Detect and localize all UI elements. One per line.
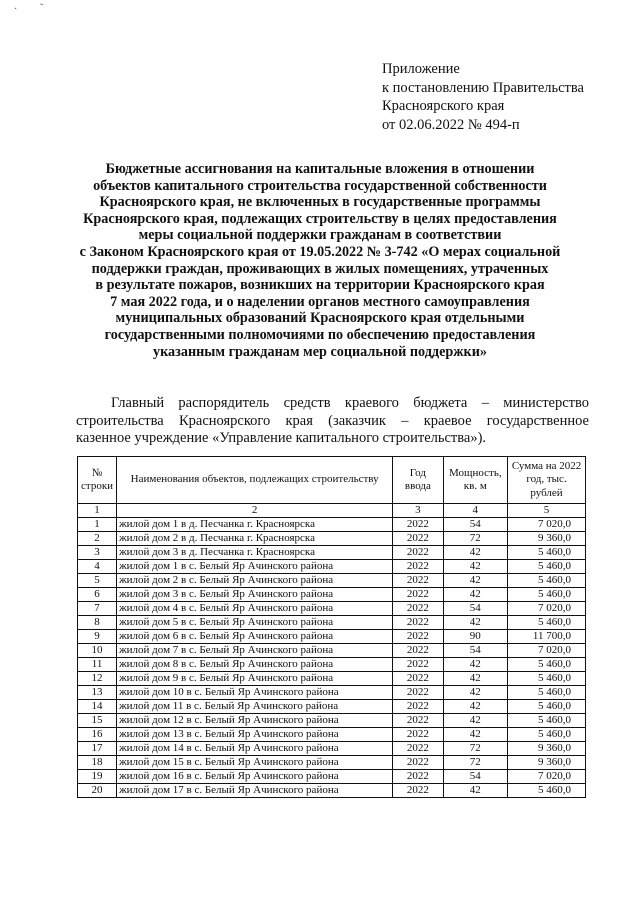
budget-sum: 5 460,0 — [508, 616, 586, 630]
capacity: 42 — [443, 546, 508, 560]
objects-table — [77, 456, 586, 798]
intro-line: казенное учреждение «Управление капитального строительства»). — [76, 430, 487, 446]
budget-sum: 5 460,0 — [508, 672, 586, 686]
year-of-commissioning: 2022 — [393, 574, 443, 588]
year-of-commissioning: 2022 — [393, 546, 443, 560]
table-row — [78, 714, 586, 728]
capacity: 42 — [443, 714, 508, 728]
table-row — [78, 672, 586, 686]
title-line: государственными полномочиями по обеспечению предоставления — [104, 326, 536, 343]
object-name: жилой дом 10 в с. Белый Яр Ачинского района — [117, 686, 393, 700]
title-line: объектов капитального строительства государственной собственности — [93, 177, 547, 194]
table-row — [78, 686, 586, 700]
intro-line: Главный распорядитель средств краевого бюджета – министерство — [111, 395, 589, 411]
year-of-commissioning: 2022 — [393, 714, 443, 728]
year-of-commissioning: 2022 — [393, 742, 443, 756]
row-number: 20 — [78, 784, 117, 798]
object-name: жилой дом 12 в с. Белый Яр Ачинского района — [117, 714, 393, 728]
object-name: жилой дом 2 в с. Белый Яр Ачинского района — [117, 574, 393, 588]
capacity: 42 — [443, 616, 508, 630]
budget-sum: 5 460,0 — [508, 560, 586, 574]
capacity: 72 — [443, 742, 508, 756]
table-row — [78, 616, 586, 630]
table-row — [78, 770, 586, 784]
table-row — [78, 700, 586, 714]
row-number: 18 — [78, 756, 117, 770]
appendix-region: Красноярского края — [382, 98, 505, 114]
title-line: с Законом Красноярского края от 19.05.2022 № 3-742 «О мерах социальной — [79, 243, 561, 260]
year-of-commissioning: 2022 — [393, 728, 443, 742]
object-name: жилой дом 9 в с. Белый Яр Ачинского района — [117, 672, 393, 686]
appendix-date-number: от 02.06.2022 № 494-п — [382, 116, 520, 133]
capacity: 42 — [443, 672, 508, 686]
header-row-number: № строки — [78, 457, 117, 504]
object-name: жилой дом 13 в с. Белый Яр Ачинского района — [117, 728, 393, 742]
year-of-commissioning: 2022 — [393, 616, 443, 630]
object-name: жилой дом 7 в с. Белый Яр Ачинского района — [117, 644, 393, 658]
title-line: указанным гражданам мер социальной поддержки» — [153, 343, 487, 360]
table-row — [78, 658, 586, 672]
year-of-commissioning: 2022 — [393, 658, 443, 672]
year-of-commissioning: 2022 — [393, 532, 443, 546]
year-of-commissioning: 2022 — [393, 756, 443, 770]
budget-sum: 5 460,0 — [508, 546, 586, 560]
title-line: Красноярского края, подлежащих строительству в целях предоставления — [83, 210, 557, 227]
budget-sum: 7 020,0 — [508, 644, 586, 658]
title-line: Красноярского края, не включенных в государственные программы — [99, 194, 541, 211]
table-row — [78, 644, 586, 658]
row-number: 8 — [78, 616, 117, 630]
budget-sum: 5 460,0 — [508, 700, 586, 714]
row-number: 15 — [78, 714, 117, 728]
capacity: 90 — [443, 630, 508, 644]
capacity: 54 — [443, 644, 508, 658]
row-number: 19 — [78, 770, 117, 784]
header-year: Год ввода — [393, 457, 443, 504]
table-row — [78, 574, 586, 588]
column-index: 4 — [443, 504, 508, 518]
object-name: жилой дом 15 в с. Белый Яр Ачинского района — [117, 756, 393, 770]
object-name: жилой дом 2 в д. Песчанка г. Красноярска — [117, 532, 393, 546]
row-number: 16 — [78, 728, 117, 742]
row-number: 3 — [78, 546, 117, 560]
row-number: 13 — [78, 686, 117, 700]
year-of-commissioning: 2022 — [393, 588, 443, 602]
column-index: 1 — [78, 504, 117, 518]
capacity: 42 — [443, 574, 508, 588]
budget-sum: 9 360,0 — [508, 756, 586, 770]
document-title — [60, 161, 580, 360]
title-line: Бюджетные ассигнования на капитальные вложения в отношении — [105, 161, 535, 177]
table-row — [78, 630, 586, 644]
table-row — [78, 532, 586, 546]
title-line: поддержки граждан, проживающих в жилых помещениях, утраченных — [91, 260, 549, 277]
budget-sum: 5 460,0 — [508, 714, 586, 728]
year-of-commissioning: 2022 — [393, 770, 443, 784]
budget-sum: 5 460,0 — [508, 588, 586, 602]
table-row — [78, 546, 586, 560]
table-row — [78, 728, 586, 742]
object-name: жилой дом 17 в с. Белый Яр Ачинского района — [117, 784, 393, 798]
capacity: 72 — [443, 756, 508, 770]
row-number: 14 — [78, 700, 117, 714]
year-of-commissioning: 2022 — [393, 560, 443, 574]
budget-sum: 5 460,0 — [508, 728, 586, 742]
object-name: жилой дом 4 в с. Белый Яр Ачинского района — [117, 602, 393, 616]
budget-sum: 5 460,0 — [508, 574, 586, 588]
title-line: 7 мая 2022 года, и о наделении органов местного самоуправления — [110, 293, 530, 310]
object-name: жилой дом 1 в с. Белый Яр Ачинского района — [117, 560, 393, 574]
table-row — [78, 588, 586, 602]
budget-sum: 5 460,0 — [508, 784, 586, 798]
appendix-resolution: к постановлению Правительства — [382, 79, 584, 96]
year-of-commissioning: 2022 — [393, 518, 443, 532]
object-name: жилой дом 3 в д. Песчанка г. Красноярска — [117, 546, 393, 560]
row-number: 10 — [78, 644, 117, 658]
row-number: 6 — [78, 588, 117, 602]
table-row — [78, 518, 586, 532]
year-of-commissioning: 2022 — [393, 700, 443, 714]
capacity: 42 — [443, 658, 508, 672]
row-number: 7 — [78, 602, 117, 616]
title-line: муниципальных образований Красноярского края отдельными — [115, 310, 525, 327]
row-number: 4 — [78, 560, 117, 574]
table-row — [78, 602, 586, 616]
object-name: жилой дом 14 в с. Белый Яр Ачинского района — [117, 742, 393, 756]
row-number: 5 — [78, 574, 117, 588]
row-number: 17 — [78, 742, 117, 756]
year-of-commissioning: 2022 — [393, 602, 443, 616]
object-name: жилой дом 16 в с. Белый Яр Ачинского района — [117, 770, 393, 784]
budget-sum: 9 360,0 — [508, 742, 586, 756]
column-index: 3 — [393, 504, 443, 518]
capacity: 72 — [443, 532, 508, 546]
capacity: 42 — [443, 588, 508, 602]
table-row — [78, 784, 586, 798]
budget-sum: 7 020,0 — [508, 518, 586, 532]
capacity: 54 — [443, 518, 508, 532]
intro-paragraph — [76, 395, 589, 448]
budget-sum: 7 020,0 — [508, 602, 586, 616]
budget-sum: 7 020,0 — [508, 770, 586, 784]
capacity: 54 — [443, 602, 508, 616]
capacity: 42 — [443, 700, 508, 714]
title-line: меры социальной поддержки гражданам в соответствии — [138, 227, 502, 244]
year-of-commissioning: 2022 — [393, 672, 443, 686]
budget-sum: 5 460,0 — [508, 686, 586, 700]
row-number: 2 — [78, 532, 117, 546]
table-row — [78, 560, 586, 574]
table-row — [78, 756, 586, 770]
table-row — [78, 742, 586, 756]
object-name: жилой дом 6 в с. Белый Яр Ачинского района — [117, 630, 393, 644]
row-number: 1 — [78, 518, 117, 532]
header-capacity: Мощность, кв. м — [443, 457, 508, 504]
column-index: 5 — [508, 504, 586, 518]
object-name: жилой дом 1 в д. Песчанка г. Красноярска — [117, 518, 393, 532]
header-object-name: Наименования объектов, подлежащих строительству — [117, 457, 393, 504]
capacity: 42 — [443, 784, 508, 798]
table-header-row — [78, 457, 586, 504]
object-name: жилой дом 8 в с. Белый Яр Ачинского района — [117, 658, 393, 672]
appendix-block — [382, 60, 584, 134]
year-of-commissioning: 2022 — [393, 784, 443, 798]
capacity: 42 — [443, 686, 508, 700]
column-index-row — [78, 504, 586, 518]
scan-speck: · — [14, 4, 18, 15]
object-name: жилой дом 11 в с. Белый Яр Ачинского района — [117, 700, 393, 714]
row-number: 9 — [78, 630, 117, 644]
year-of-commissioning: 2022 — [393, 644, 443, 658]
year-of-commissioning: 2022 — [393, 686, 443, 700]
column-index: 2 — [117, 504, 393, 518]
year-of-commissioning: 2022 — [393, 630, 443, 644]
row-number: 12 — [78, 672, 117, 686]
budget-sum: 11 700,0 — [508, 630, 586, 644]
capacity: 54 — [443, 770, 508, 784]
intro-line: строительства Красноярского края (заказчик – краевое государственное — [76, 412, 589, 429]
budget-sum: 9 360,0 — [508, 532, 586, 546]
capacity: 42 — [443, 728, 508, 742]
object-name: жилой дом 5 в с. Белый Яр Ачинского района — [117, 616, 393, 630]
capacity: 42 — [443, 560, 508, 574]
header-sum: Сумма на 2022 год, тыс. рублей — [508, 457, 586, 504]
title-line: в результате пожаров, возникших на территории Красноярского края — [95, 277, 545, 294]
budget-sum: 5 460,0 — [508, 658, 586, 672]
object-name: жилой дом 3 в с. Белый Яр Ачинского района — [117, 588, 393, 602]
row-number: 11 — [78, 658, 117, 672]
scan-speck: ˇ — [40, 3, 44, 14]
appendix-title: Приложение — [382, 61, 460, 77]
